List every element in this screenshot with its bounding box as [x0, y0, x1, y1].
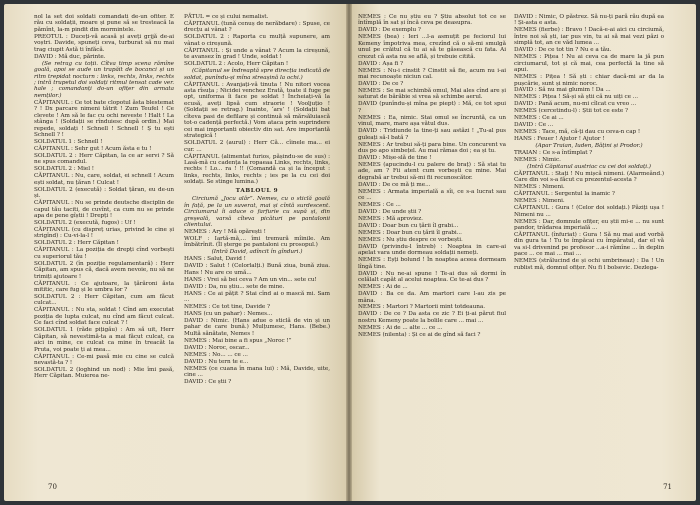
dialogue-line: DAVID : Nu ne-ai spune ! Te-ai dus să dormi în celălalt capăt al acelui noaptea. Ce te-ai dus ?: [358, 270, 506, 284]
dialogue-line: CĂPITANUL : Ce ajutoare, la țărăroni ăsta mititic, care fug și le umbra lor ?: [34, 280, 174, 294]
left-page: [4, 4, 346, 501]
dialogue-line: SOLDATUL 2 : Acolo, Herr Căpitan !: [184, 61, 289, 68]
dialogue-line: NEMES : Nimic.: [514, 157, 561, 164]
dialogue-line: NEMES (fierbe) : Bravo ! Dacă-e-ai aici cu circiumă, între noi să ști, iar pus vin, tu ai să mai vezi păzi o simplă tot, an ce văd lumea ...: [514, 27, 664, 47]
dialogue-line: PREOTUL : Duceți-vă acasă și aveți grijă de-ai voștri. Davide, spuneți ceva, turburat să nu mai trag ciupit Astă ti înfăcă.: [34, 33, 174, 53]
dialogue-line: NEMES (nilenta) : Și ce ai de gînd să faci ?: [358, 331, 481, 338]
dialogue-line: DAVID : De ce mă ți me...: [358, 181, 431, 188]
dialogue-line: DAVID : Pană acum, nu-mi cîlcat cu vreo ...: [514, 101, 637, 108]
dialogue-line: CĂPITANUL : Nu, care, soldat, ei schnell ! Acum ești soldat, nu țăran ! Culcat !: [34, 173, 174, 186]
dialogue-line: DAVID : Ce ...: [514, 122, 554, 129]
dialogue-line: CĂPITANUL (cu dispreț urias, privind le cine și strigînd) : Cu-vi-la-l !: [34, 227, 174, 240]
dialogue-line: NEMES : Doar bun cu țării îl grabi...: [358, 230, 462, 236]
dialogue-line: NEMES : Martori ? Martorii mint totdeauna.: [358, 304, 485, 311]
dialogue-line: NEMES : Ai de ... alte ... ce ...: [358, 324, 443, 331]
dialogue-line: SOLDATUL 2 (în poziție regulamentară) : Herr Căpitan, am spus că, dacă avem nevoie, nu să ne trimiți ajutoare !: [34, 260, 174, 280]
dialogue-line: DAVID : Nimic. (Hans adue o sticlă de vin și un pahar de care bună.) Mulțumesc, Hans. (Bebe.) Multă sănătate, Nemes !: [184, 317, 330, 337]
stage-direction: (Căpitanul se îndreaptă spre direcția indicată de soldat, punîndu-și mîna streașină la ochi.): [184, 68, 330, 81]
dialogue-line: HANS : Salut, David !: [184, 256, 246, 263]
dialogue-line: DAVID : Să nu mai glumim ! Da ...: [514, 87, 611, 94]
dialogue-line: SOLDATUL 2 : Herr Căpitan !: [34, 240, 119, 247]
dialogue-line: DAVID : Așa fi ?: [358, 60, 404, 67]
dialogue-line: CĂPITANUL : Și unde a vânat ? Acum la cireșună, te avansez în grad ! Unde, soldat !: [184, 47, 330, 61]
dialogue-line: NEMES : Eșți bolund ! În noaptea aceea dormeam lîngă tine.: [358, 257, 506, 270]
page-number-left: 70: [48, 483, 57, 491]
dialogue-line: NEMES : Mai bine a fi spus „Noroc !”: [184, 337, 292, 344]
stage-direction: (Intră David, adîncit în gînduri.): [211, 249, 303, 256]
dialogue-line: NEMES (cercetindu-l) : Știi tot ce este ?: [514, 108, 628, 115]
dialogue-line: DAVID (privindu-l întreb) : Noaptea in care-ai apelat vara unde dormeau soldații nemeți.: [358, 243, 506, 257]
dialogue-line: DAVID : Noroc, oscar...: [184, 344, 250, 351]
dialogue-line: DAVID : Da, nu știu... sete de mine.: [184, 283, 285, 290]
dialogue-line: CĂPITANUL : Ce tot bate clopotul ăsta blestemat ? ! Dx parcare nimeni tătrit ! Zum Teufel ! Ce clevete ! Am să le fac cu ochi neveste ! Halt ! La stânga ! (Soldații se rînduiesc după ordin.) Mai repede, soldați ! Schnell ! Schnell ! Ș tu ești Schnell ? !: [34, 99, 174, 139]
dialogue-line: NEMES : Mă aproviez.: [358, 216, 423, 223]
dialogue-line: TRAIAN : Ce s-a întîmplat ?: [514, 150, 593, 157]
dialogue-line: DAVID : Salut ! (Celorlalți.) Bună ziua, bună ziua. Hans ! Nu are ce umă...: [184, 263, 330, 276]
dialogue-line: CĂPITANUL : La poziția de drepți cînd vorbești cu superiorul tău !: [34, 247, 174, 260]
dialogue-line: DAVID : Mă duc, părinte.: [34, 53, 106, 60]
dialogue-line: DAVID (punîndu-și mîna pe piept) : Mă, ce tot spui ?: [358, 101, 506, 114]
dialogue-line: NEMES : Ce ai ...: [514, 115, 564, 122]
dialogue-line: nol la set doi soldati comandati de-un ofiter. E rău cu soldații, moare și pune să se tresteacă la pămînt, la-m pindit din mormintele.: [34, 14, 174, 33]
dialogue-line: DAVID : Nimic, O păstrez. Să nu-ți pară rău după ea ! Și-asta e asta.: [514, 14, 664, 27]
dialogue-line: DAVID : Nu tern te e...: [184, 358, 249, 365]
dialogue-line: NEMES (apucindu-l cu palere de braț) : Să stai tu ade, am ? Fii atent cum vorbești cu mine. Mai degrabă ar trebui să-mi fii recunoscător.: [358, 161, 506, 181]
dialogue-line: CĂPITANUL (alimentat furios, pășindu-se de sus) : Lasă-mă cu cadența la ropaeaa Links, rechts, links, rechts ! Lo... ra ! !! (Comandă ca și la început : links, rechts, links, rechts ; ies pe la cu cei doi soldați. Se stinge lumina.): [184, 153, 330, 186]
dialogue-line: DAVID : De ce ?: [358, 81, 404, 88]
dialogue-line: NEMES : Ce nu știu eu ? Știu absolut tot ce se întîmplă în sat și încă ceva pe deasupra.: [358, 14, 506, 27]
scene-heading: TABLOUL 9: [235, 187, 279, 194]
dialogue-line: CĂPITANUL : Stați ! Nu mișcă nimeni. (Alarmeând.) Care din voi s-a făcut cu prezentul-acesta ?: [514, 170, 664, 184]
right-page: [352, 4, 696, 501]
dialogue-line: DAVID : Mișe-slă de tine !: [358, 155, 432, 162]
dialogue-line: NEMES (strălucind de și ochi umbrineaz) : Da ! Un rublist mă, domnul ofițer. Nu fi l bolsevic. Dezlega-: [514, 258, 664, 271]
dialogue-line: NEMES : Ar trebui să-ți para bine. Un concurent va dus po apo simbețel. Au mai rămas doi ; ea și tu.: [358, 141, 506, 155]
dialogue-line: SOLDATUL 2 : Raporta cu mulță supunere, am vânat o cireșună.: [184, 34, 330, 47]
dialogue-line: DAVID : De ce tot tin ? Nu e a tău.: [514, 47, 612, 54]
dialogue-line: DAVID : Tridiunde la tine-ți sau astăzi ! „Tu-al pus guleați să-l bată ?: [358, 128, 506, 141]
stage-direction: (Se retrag cu toții. Cîtva timp scena rămîne goală, apoi se aude un trapăit de bocanci și un ritm trepidat nocturn : links, rechts, links, rechts ; intră trupetul doi soldați ritmul tensat cade ver. hale ; comandanți do-un ofițer din armata nemților.): [34, 60, 174, 99]
dialogue-line: NEMES : Ce tot tine, Davide ?: [184, 303, 271, 310]
dialogue-line: CĂPITANUL : Sergentul la inamic ?: [514, 191, 615, 198]
stage-direction: (Intră Căpitanul austriac cu cei doi soldați.): [527, 163, 651, 170]
dialogue-line: NEMES : Nimeni.: [514, 198, 565, 205]
dialogue-line: CĂPITANUL : Ce-mi pasă mie cu cine se culcă nevastă-ta ? !: [34, 353, 174, 367]
dialogue-line: SOLDATUL 2 (loghind un nod) : Mie îmi pasă, Herr Căpitan. Muierea ne-: [34, 367, 174, 380]
dialogue-line: SOLDATUL 1 (răde pițigău) : Am să uit, Herr Căpitan, să nevestimă-ta a mai făcut culcat, ca aici in mine, ce culcat ca mine în treacăt la Pruta, voi poate ți ai mea...: [34, 327, 174, 353]
dialogue-line: NEMES : Tace, mă, că-ți dau cu ceva-n cap !: [514, 129, 641, 136]
right-page-column-2: [514, 14, 664, 272]
dialogue-line: DAVID : De ce ? Da asta ce zic ? Ei ți-ai părut fiul nostru Kemeny poate la bolile care ... mai ...: [358, 311, 506, 324]
dialogue-line: NEMES : No... ... ce ...: [184, 351, 248, 358]
left-page-column-2: [184, 14, 330, 386]
dialogue-line: HANS : Vrei să bei ceva ? Am un vin... sete cu!: [184, 276, 317, 283]
dialogue-line: NEMES : Pițea ! Să-și să știi că nu uiți ce ...: [514, 94, 638, 101]
dialogue-line: DAVID : De unde știi ?: [358, 209, 422, 216]
dialogue-line: CĂPITANUL : Nu sta, soldat ! Cînd am executat poziția de lupta culcat, nu cînd am făcut culcat. Ce faci cînd soldat face culcat ? !: [34, 307, 174, 327]
dialogue-line: DAVID : Ba ce da. Am martori care l-au zis pe mâna.: [358, 291, 506, 304]
dialogue-line: SOLDATUL 2 (execută) : Soldat țăran, eu de-un și.: [34, 186, 174, 200]
dialogue-line: CĂPITANUL : Nu se prinde deutsche disciplin de capul tău taciti, de cuvînt, ca cum nu se prinde apa de pene gîștii ! Drepți !: [34, 200, 174, 220]
dialogue-line: CĂPITANUL : Sehr gut ! Acum ăsta e tu !: [34, 146, 152, 153]
stage-direction: Circiumă „Jocu alăr”. Nemes, cu o sticlă goală în față, pe la un suverat, mai și cîntă surdescent. Circiumarul îi aduce o farfurie cu supă și, din greșeală, varsă cîteva picături pe pantalonii clientului.: [184, 196, 330, 229]
dialogue-line: SOLDATUL 2 : Herr Căpitan, cum am făcut culcat...: [34, 294, 174, 307]
dialogue-line: NEMES : Nu știu despre ce vorbești.: [358, 236, 463, 243]
dialogue-line: NEMES : Dar, domnule ofițer, eu știi mi-e ... nu sunt pandor, trădarea imperială ...: [514, 218, 664, 232]
dialogue-line: SOLDATUL 2 : Miel !: [34, 166, 94, 173]
dialogue-line: NEMES : Pițea ! Să ști : chiar dacă-mi ar da la pușcărie, sunt și nimic noroc.: [514, 74, 664, 87]
dialogue-line: CĂPITANUL : Avanjați-vă tinuta ! Nu nitori vocea asta rîsuța ; Nicidei venchez Erată, toate il fuge pe opt, uniforma îi face pe soldat ! Încheiați-vă la ecusă, aveți lipsă cum straorie ! Vooljuțio ! (Soldații se retrag.) Inainte, ‘ars’ ! (Soldații bat cîteva pasi de defilare și continuă să mărsăluiască tot-o cadență perfectă.) Vom ataca prin suprindere cei mai importanti obiectiv din sat. Are importantă strategică !: [184, 81, 330, 140]
dialogue-line: SOLDATUL 1 : Schnell !: [34, 139, 103, 146]
dialogue-line: HANS (cu un pahar) : Nemes...: [184, 310, 273, 317]
dialogue-line: SOLDATUL 2 (aurul) : Herr Că... cîinele ma... ei cur. ...: [184, 140, 330, 153]
dialogue-line: SOLDATUL 2 (execută, fugos) : Uf !: [34, 220, 136, 227]
stage-direction: (Apar Traian, Iuden, Bățini și Prodor.): [535, 143, 643, 150]
dialogue-line: NEMES : Se mai schimbă omul, Mai ales cînd are și saturat de bărăbie si vrea să schimbe aerul.: [358, 87, 506, 101]
dialogue-line: NEMES : Ce ...: [358, 202, 401, 209]
dialogue-line: DAVID : Ce știi ?: [184, 378, 232, 385]
dialogue-line: WOLF : Iartă-mă,... îmi tremură mîinile. Am îmbătrînit. (Îl șterge pe pantaloni cu prosopul.): [184, 235, 330, 249]
dialogue-line: NEMES : Ea, nimic. Stai omul se încruntă, ca un vinul, mare, mare așa vătul dus.: [358, 114, 506, 128]
dialogue-line: CĂPITANUL : Gura ! (Celor doi soldați.) Păziți ușa ! Nimeni nu ...: [514, 205, 664, 218]
left-page-column-1: [34, 14, 174, 380]
dialogue-line: CĂPITANUL (tună cenuș de nerăbdare) : Spuse, ce drecțu ai vânat ?: [184, 20, 330, 34]
dialogue-line: HANS : Ce ai pățit ? Stai cînd ai o mască mi. Sam ...: [184, 290, 330, 304]
dialogue-line: DAVID : De exemplu ?: [358, 27, 421, 34]
dialogue-line: DAVID : Doar bun cu țării îl grabi...: [358, 223, 459, 230]
dialogue-line: NEMES : Nimeni.: [514, 184, 565, 191]
dialogue-line: NEMES (ce cuana în mana lui) : Mă, Davide, uite, cine ...: [184, 365, 330, 379]
dialogue-line: NEMES : Nu-i cinstit ? Cinstit să fie, acum nu i-ai mai recunoaște niciun cal.: [358, 67, 506, 81]
dialogue-line: HANS : Feuer ! Ajutor ! Ajutor !: [514, 136, 605, 143]
dialogue-line: CĂPITANUL (înfuriat) : Gura ! Să nu mai aud vorbă din gura ta ! Tu te împăcai cu împăratul, dar el vă va si-l drivenind pe profesor ...a-i rămîne ... în deplin pace ... ce mai ... mai ...: [514, 232, 664, 258]
right-page-column-1: [358, 14, 506, 339]
dialogue-line: NEMES : Armata imperială a sîi, ce s-a lucrat sau ce ...: [358, 188, 506, 202]
page-number-right: 71: [663, 483, 672, 491]
dialogue-line: NEMES : Ai de ...: [358, 284, 408, 291]
dialogue-line: SOLDATUL 2 : Herr Căpitan, la ce ar servi ? Să ne spus comandul.: [34, 153, 174, 166]
dialogue-line: NEMES : Ary ! Mă opărești !: [184, 229, 266, 235]
dialogue-line: NEMES (bea) : Ieri ...l-a asmuțit pe feciorul lui Kemeny împotriva mea, crezînd că o să-mi smulgă unul pe crăitul că tu ai să te găsească cu fata. Ai crezut că asta nu se află, și trebuie citită.: [358, 34, 506, 60]
dialogue-line: PĂTUL = ce și cului nemalist.: [184, 14, 269, 20]
dialogue-line: NEMES : Pițea ! Nu ai ceva ca de mare la jă pun circiumarul, tot și că mai, cea perfectă la tine să apui.: [514, 54, 664, 74]
